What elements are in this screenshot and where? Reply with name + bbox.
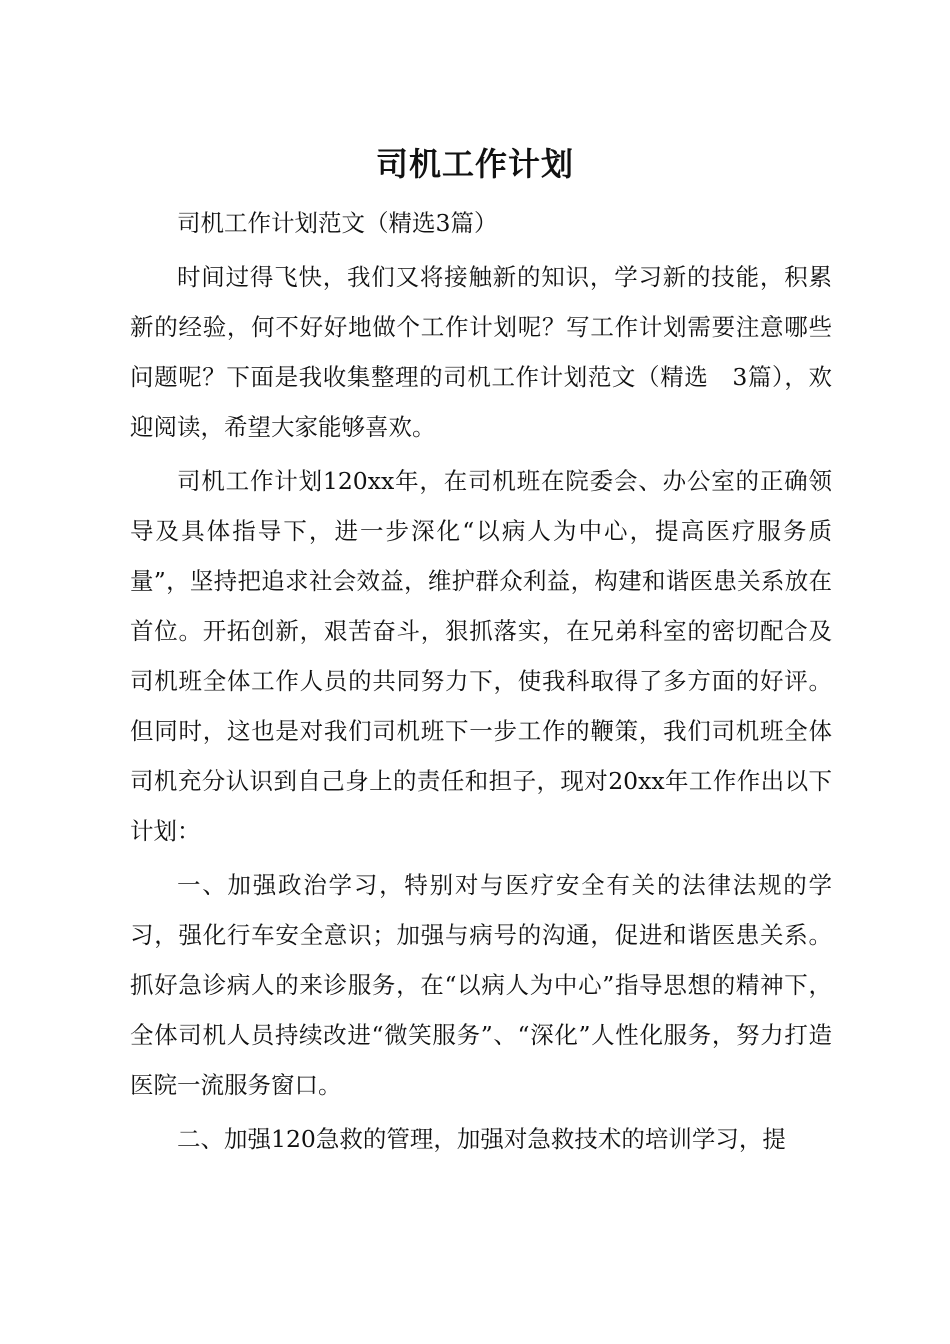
paragraph-intro: 时间过得飞快，我们又将接触新的知识，学习新的技能，积累新的经验，何不好好地做个工作计划呢？写工作计划需要注意哪些问题呢？下面是我收集整理的司机工作计划范文（精选 3篇），欢迎阅读，希望大家能够喜欢。 — [130, 263, 832, 441]
paragraph-item-two: 二、加强120急救的管理，加强对急救技术的培训学习，提 — [177, 1125, 786, 1153]
paragraph-plan-overview: 司机工作计划120xx年，在司机班在院委会、办公室的正确领导及具体指导下，进一步深化“以病人为中心，提高医疗服务质量”，坚持把追求社会效益，维护群众利益，构建和谐医患关系放在首位。开拓创新，艰苦奋斗，狠抓落实，在兄弟科室的密切配合及司机班全体工作人员的共同努力下，使我科取得了多方面的好评。但同时，这也是对我们司机班下一步工作的鞭策，我们司机班全体司机充分认识到自己身上的责任和担子，现对20xx年工作作出以下计划： — [130, 467, 832, 845]
document-title: 司机工作计划 — [375, 145, 574, 183]
paragraph-item-one: 一、加强政治学习，特别对与医疗安全有关的法律法规的学习，强化行车安全意识；加强与病号的沟通，促进和谐医患关系。抓好急诊病人的来诊服务，在“以病人为中心”指导思想的精神下，全体司机人员持续改进“微笑服务”、“深化”人性化服务，努力打造医院一流服务窗口。 — [130, 871, 832, 1099]
paragraph-subtitle: 司机工作计划范文（精选3篇） — [177, 209, 498, 237]
document-body — [130, 198, 832, 1168]
